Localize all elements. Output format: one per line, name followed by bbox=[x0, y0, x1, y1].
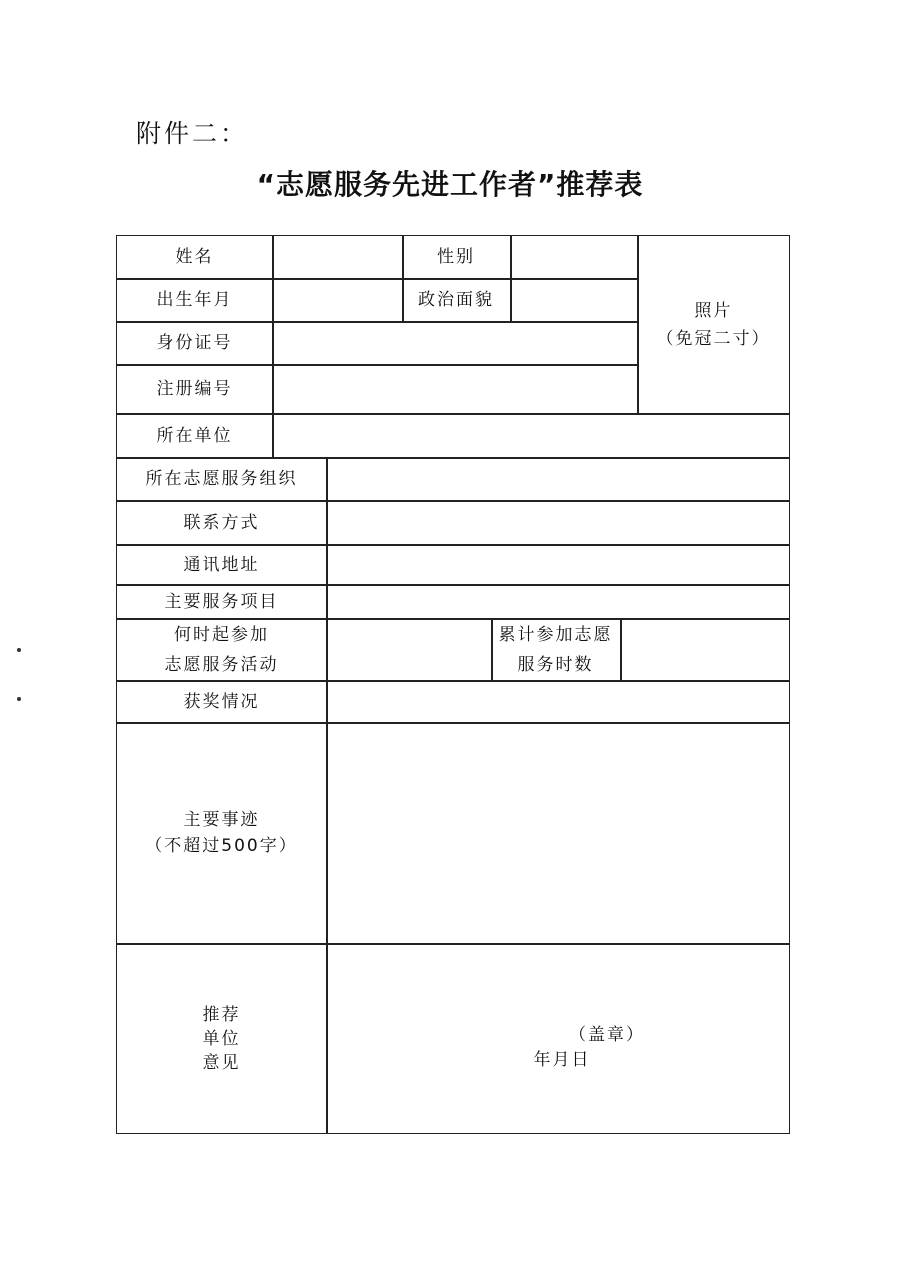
attachment-label: 附件二： bbox=[136, 119, 249, 148]
address-label: 通讯地址 bbox=[183, 554, 260, 575]
id-label: 身份证号 bbox=[156, 333, 233, 353]
id-number-field[interactable] bbox=[273, 322, 637, 364]
political-field[interactable] bbox=[511, 279, 637, 321]
form-title: “志愿服务先进工作者”推荐表 bbox=[256, 168, 644, 201]
recommend-label: 推荐 单位 意见 bbox=[202, 1005, 241, 1073]
start-time-field[interactable] bbox=[327, 619, 491, 680]
org-label: 所在志愿服务组织 bbox=[145, 469, 298, 489]
start-label: 何时起参加 志愿服务活动 bbox=[164, 624, 279, 675]
political-label: 政治面貌 bbox=[418, 290, 494, 310]
recommend-opinion-field[interactable] bbox=[327, 944, 789, 1019]
date-label: 年月日 bbox=[533, 1050, 591, 1070]
register-label: 注册编号 bbox=[156, 379, 233, 399]
hours-field[interactable] bbox=[621, 619, 789, 680]
contact-field[interactable] bbox=[327, 501, 789, 544]
birth-field[interactable] bbox=[273, 279, 402, 321]
register-number-field[interactable] bbox=[273, 365, 637, 413]
gender-label: 性别 bbox=[437, 247, 475, 267]
deeds-label: 主要事迹 （不超过500字） bbox=[145, 810, 298, 856]
gender-field[interactable] bbox=[511, 236, 637, 278]
organization-field[interactable] bbox=[327, 458, 789, 500]
photo-label: 照片 （免冠二寸） bbox=[656, 300, 771, 349]
unit-field[interactable] bbox=[273, 414, 789, 457]
recommendation-form bbox=[116, 235, 790, 1134]
address-field[interactable] bbox=[327, 545, 789, 584]
project-label: 主要服务项目 bbox=[164, 591, 279, 612]
scan-speck bbox=[17, 648, 21, 652]
name-label: 姓名 bbox=[175, 247, 214, 267]
hours-label: 累计参加志愿 服务时数 bbox=[498, 624, 613, 675]
awards-field[interactable] bbox=[327, 681, 789, 722]
deeds-field[interactable] bbox=[327, 723, 789, 943]
seal-label: （盖章） bbox=[569, 1025, 645, 1045]
name-field[interactable] bbox=[273, 236, 402, 278]
birth-label: 出生年月 bbox=[156, 290, 233, 310]
unit-label: 所在单位 bbox=[156, 425, 233, 446]
scan-speck bbox=[17, 697, 21, 701]
project-field[interactable] bbox=[327, 585, 789, 618]
contact-label: 联系方式 bbox=[183, 512, 260, 533]
awards-label: 获奖情况 bbox=[183, 691, 260, 712]
